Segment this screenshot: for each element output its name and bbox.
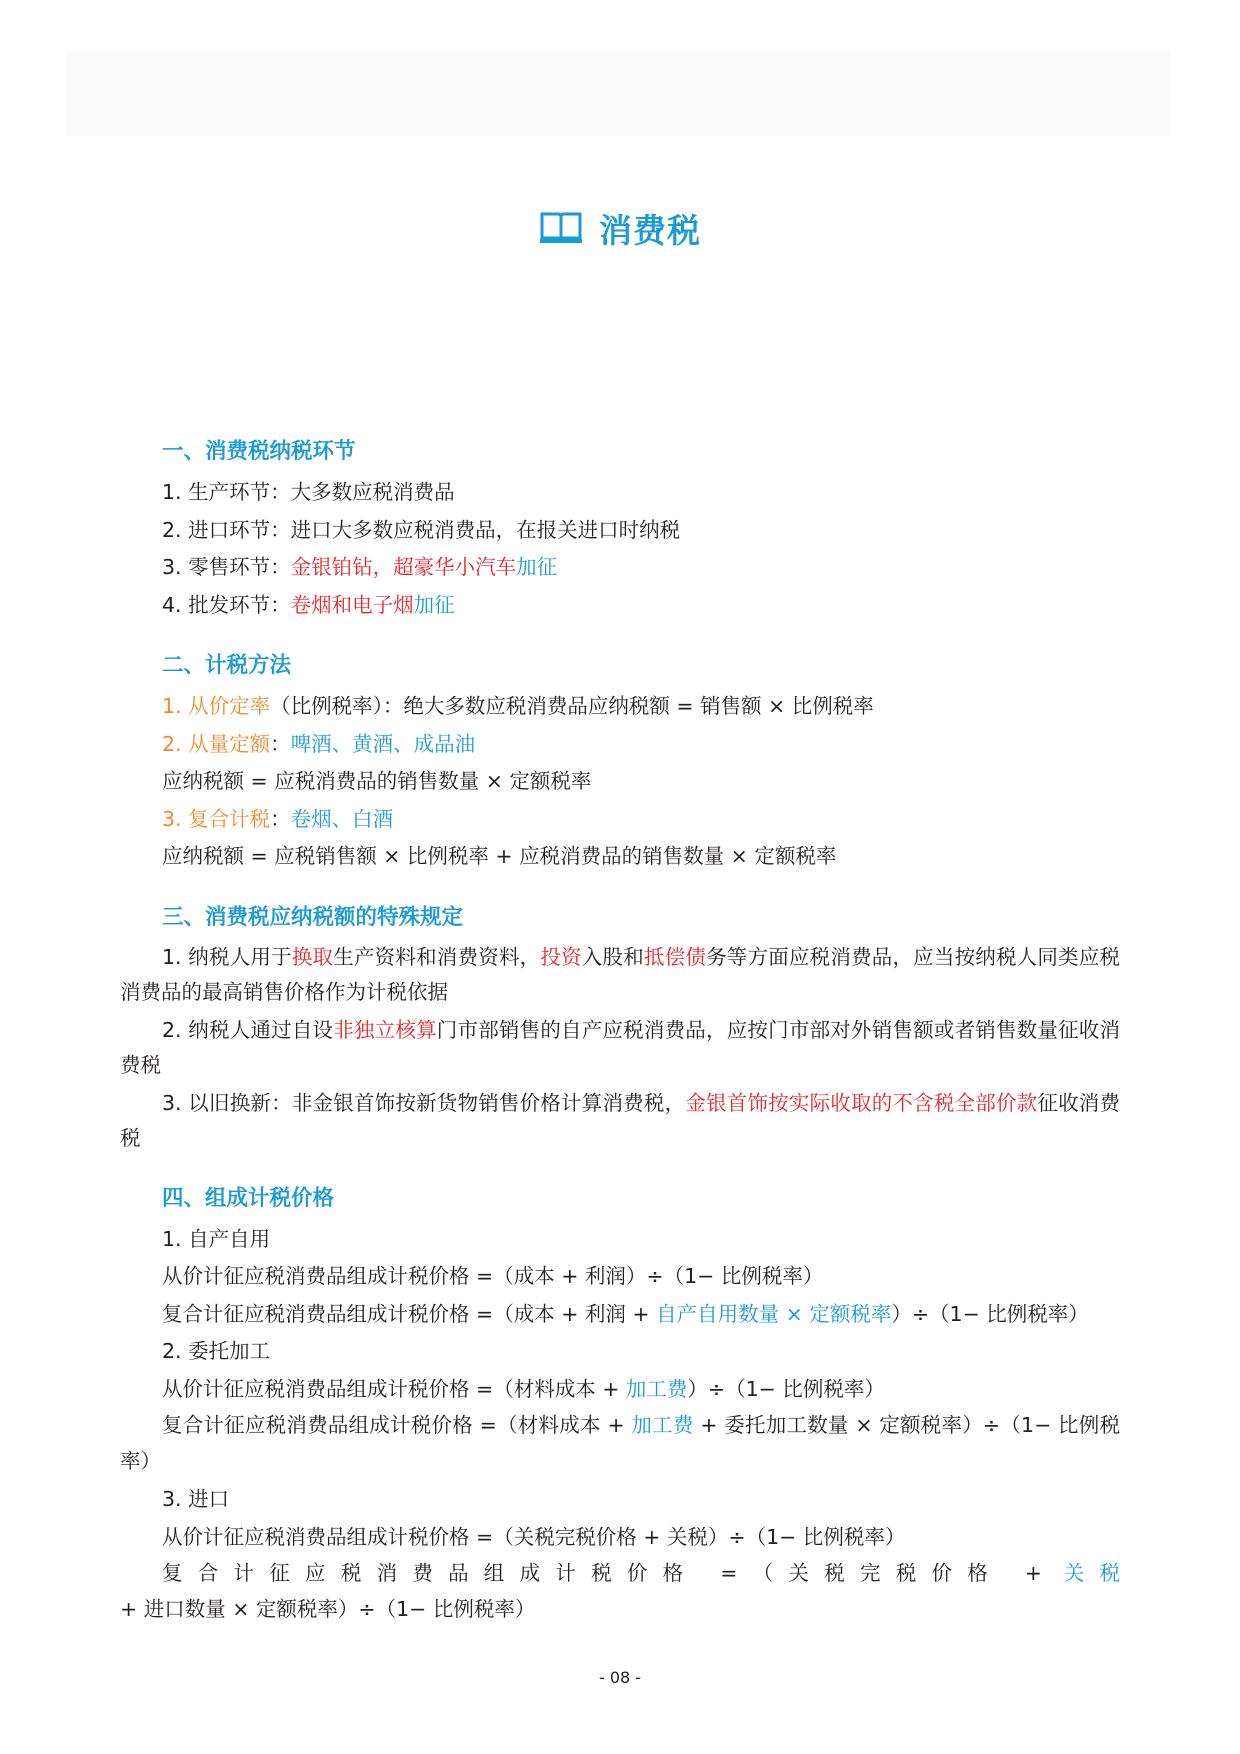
text-segment: 2. 纳税人通过自设 <box>162 1017 334 1042</box>
paragraph <box>120 1556 1120 1627</box>
text-segment: ： <box>270 731 291 756</box>
section-heading: 一、消费税纳税环节 <box>162 439 356 464</box>
section <box>120 644 1120 876</box>
section <box>120 1177 1120 1628</box>
highlighted-text: 抵偿债 <box>643 944 707 969</box>
highlighted-text: 投资 <box>540 944 582 969</box>
paragraph <box>120 1013 1120 1084</box>
text-line <box>120 801 1120 839</box>
text-segment: ）÷（1− 比例税率） <box>687 1376 885 1401</box>
section <box>120 430 1120 624</box>
document-body <box>120 430 1120 1629</box>
text-segment: 复合计征应税消费品组成计税价格 =（关税完税价格 + <box>162 1561 1064 1585</box>
title-text: 消费税 <box>599 211 701 250</box>
highlighted-text: 卷烟、白酒 <box>290 806 394 831</box>
section <box>120 896 1120 1157</box>
text-segment: 门市部销售的自产应税消费品，应按门市部对外销售额或者销售数量征收消费税 <box>120 1017 1120 1077</box>
section-heading: 二、计税方法 <box>162 653 292 678</box>
section-heading: 三、消费税应纳税额的特殊规定 <box>162 904 464 930</box>
paragraph <box>120 940 1120 1011</box>
highlighted-text: 卷烟和电子烟 <box>290 592 414 617</box>
text-segment: 4. 批发环节： <box>162 592 291 617</box>
text-segment: 3. 进口 <box>162 1487 230 1511</box>
text-line <box>120 1258 1120 1296</box>
paragraph <box>120 1408 1120 1479</box>
text-line <box>120 1296 1120 1334</box>
text-segment: 务等方面应税消费品，应当按纳税人同类应税消费品的最高销售价格作为计税依据 <box>120 944 1121 1004</box>
text-segment: 复合计征应税消费品组成计税价格 =（成本 + 利润 + <box>162 1301 657 1326</box>
header-band <box>66 50 1170 136</box>
text-segment: ： <box>270 806 291 831</box>
page-number: - 08 - <box>598 1668 642 1687</box>
highlighted-text: 2. 从量定额 <box>162 731 271 756</box>
highlighted-text: 啤酒、黄酒、成品油 <box>290 731 476 756</box>
section-heading: 四、组成计税价格 <box>162 1185 335 1211</box>
text-segment: 应纳税额 = 应税销售额 × 比例税率 + 应税消费品的销售数量 × 定额税率 <box>162 844 837 868</box>
text-segment: （比例税率）：绝大多数应税消费品应纳税额 = 销售额 × 比例税率 <box>270 694 874 718</box>
text-line <box>120 838 1120 876</box>
text-segment: 生产资料和消费资料， <box>333 944 541 969</box>
text-segment: + 进口数量 × 定额税率）÷（1− 比例税率） <box>120 1596 536 1621</box>
highlighted-text: 3. 复合计税 <box>162 806 271 831</box>
text-segment: + 委托加工数量 × 定额税率）÷（1− 比例税率） <box>120 1413 1120 1473</box>
text-segment: 应纳税额 = 应税消费品的销售数量 × 定额税率 <box>162 769 592 793</box>
text-line <box>120 1371 1120 1409</box>
text-segment: 入股和 <box>581 944 644 969</box>
highlighted-text: 加工费 <box>625 1376 688 1401</box>
text-segment: 1. 自产自用 <box>162 1226 271 1251</box>
text-line <box>120 763 1120 801</box>
text-segment: 3. 以旧换新：非金银首饰按新货物销售价格计算消费税， <box>162 1090 686 1115</box>
highlighted-text: 加征 <box>516 555 558 579</box>
page-title <box>0 205 1240 252</box>
highlighted-text: 加征 <box>413 592 455 617</box>
text-line <box>120 549 1120 587</box>
text-segment: 1. 纳税人用于 <box>162 944 292 969</box>
text-line <box>120 1221 1120 1259</box>
highlighted-text: 换取 <box>291 944 334 969</box>
text-segment: 2. 委托加工 <box>162 1339 271 1363</box>
text-segment: 征收消费税 <box>120 1090 1121 1150</box>
text-line <box>120 512 1120 550</box>
text-line <box>120 1519 1120 1557</box>
text-segment: 复合计征应税消费品组成计税价格 =（材料成本 + <box>162 1413 632 1437</box>
text-segment: ）÷（1− 比例税率） <box>891 1301 1089 1326</box>
text-segment: 2. 进口环节：进口大多数应税消费品，在报关进口时纳税 <box>162 517 681 542</box>
text-segment: 1. 生产环节：大多数应税消费品 <box>162 480 455 504</box>
highlighted-text: 关税 <box>1063 1561 1120 1585</box>
paragraph <box>120 1086 1120 1157</box>
highlighted-text: 非独立核算 <box>333 1017 437 1042</box>
highlighted-text: 金银铂钻，超豪华小汽车 <box>290 555 517 579</box>
highlighted-text: 加工费 <box>631 1413 694 1437</box>
text-segment: 3. 零售环节： <box>162 555 291 579</box>
text-line <box>120 726 1120 764</box>
highlighted-text: 自产自用数量 × 定额税率 <box>656 1301 892 1326</box>
highlighted-text: 1. 从价定率 <box>162 694 271 718</box>
text-line <box>120 587 1120 625</box>
text-line <box>120 1481 1120 1519</box>
highlighted-text: 金银首饰按实际收取的不含税全部价款 <box>685 1090 1038 1115</box>
text-line <box>120 474 1120 512</box>
text-segment: 从价计征应税消费品组成计税价格 =（关税完税价格 + 关税）÷（1− 比例税率） <box>162 1524 906 1549</box>
open-book-icon <box>539 210 583 248</box>
text-line <box>120 1333 1120 1371</box>
text-segment: 从价计征应税消费品组成计税价格 =（成本 + 利润）÷（1− 比例税率） <box>162 1264 824 1288</box>
text-segment: 从价计征应税消费品组成计税价格 =（材料成本 + <box>162 1376 626 1401</box>
text-line <box>120 688 1120 726</box>
